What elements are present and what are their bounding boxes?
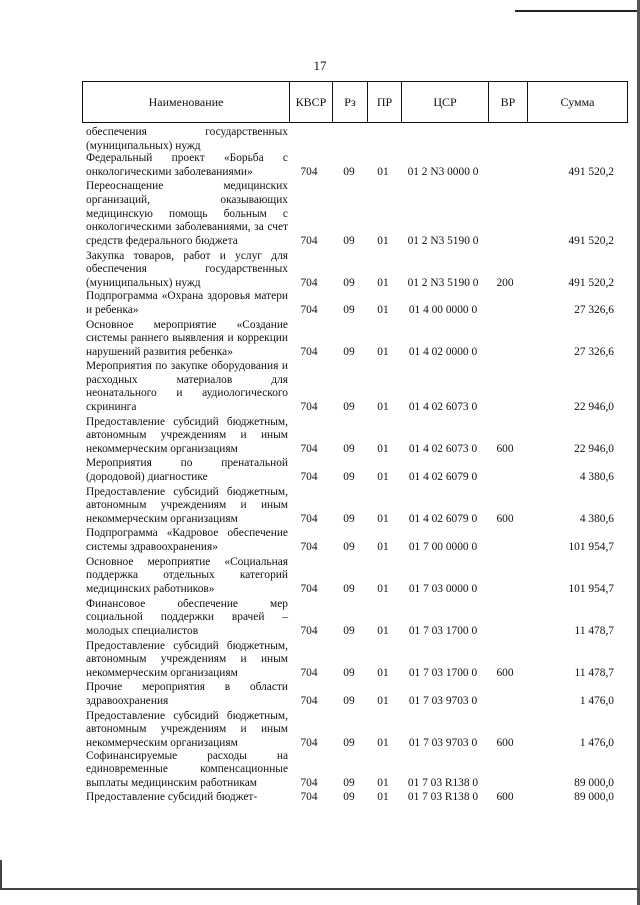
row-name: Подпрограмма «Кадровое обеспечение системы здравоохранения» <box>86 527 288 554</box>
row-kvsr: 704 <box>300 277 318 290</box>
row-kvsr: 704 <box>300 401 318 414</box>
row-sum: 27 326,6 <box>574 304 614 317</box>
row-vr: 600 <box>496 667 514 680</box>
row-name: Финансовое обеспечение мер социальной поддержки врачей – молодых специалистов <box>86 597 288 638</box>
row-sum: 11 478,7 <box>574 667 614 680</box>
row-sum: 491 520,2 <box>568 166 614 179</box>
row-sum: 4 380,6 <box>579 471 614 484</box>
table-row <box>0 127 640 154</box>
row-pr: 01 <box>377 304 389 317</box>
table-row <box>0 555 640 597</box>
row-rz: 09 <box>343 513 355 526</box>
row-csr: 01 4 00 0000 0 <box>408 304 478 317</box>
header-sum: Сумма <box>560 95 595 109</box>
row-vr: 600 <box>496 443 514 456</box>
row-rz: 09 <box>343 695 355 708</box>
row-pr: 01 <box>377 695 389 708</box>
row-sum: 89 000,0 <box>574 791 614 804</box>
table-row <box>0 791 640 805</box>
row-sum: 27 326,6 <box>574 346 614 359</box>
row-csr: 01 4 02 6079 0 <box>408 471 478 484</box>
row-csr: 01 7 03 1700 0 <box>408 625 478 638</box>
row-rz: 09 <box>343 667 355 680</box>
row-name: Мероприятия по пренатальной (дородовой) диагностике <box>86 457 288 484</box>
table-row <box>0 681 640 709</box>
row-rz: 09 <box>343 304 355 317</box>
row-rz: 09 <box>343 346 355 359</box>
row-rz: 09 <box>343 401 355 414</box>
table-row <box>0 415 640 457</box>
row-name: Прочие мероприятия в области здравоохранения <box>86 681 288 708</box>
row-kvsr: 704 <box>300 791 318 804</box>
row-pr: 01 <box>377 777 389 790</box>
row-name: Федеральный проект «Борьба с онкологическими заболеваниями» <box>86 152 288 179</box>
row-pr: 01 <box>377 166 389 179</box>
row-csr: 01 4 02 6073 0 <box>408 401 478 414</box>
row-pr: 01 <box>377 625 389 638</box>
row-kvsr: 704 <box>300 166 318 179</box>
row-rz: 09 <box>343 625 355 638</box>
row-sum: 491 520,2 <box>568 235 614 248</box>
table-row <box>0 709 640 751</box>
row-rz: 09 <box>343 277 355 290</box>
row-name: Основное мероприятие «Социальная поддержка отдельных категорий медицинских работников» <box>86 555 288 596</box>
row-name: Закупка товаров, работ и услуг для обеспечения государственных (муниципальных) нужд <box>86 249 288 290</box>
row-name: Предоставление субсидий бюджетным, автономным учреждениям и иным некоммерческим организациям <box>86 415 288 456</box>
row-name: Предоставление субсидий бюджет- <box>86 791 258 804</box>
row-name: Мероприятия по закупке оборудования и расходных материалов для неонатального и аудиологического скрининга <box>86 359 288 414</box>
row-sum: 4 380,6 <box>579 513 614 526</box>
row-csr: 01 4 02 6079 0 <box>408 513 478 526</box>
header-kvsr: КВСР <box>295 95 327 109</box>
row-kvsr: 704 <box>300 304 318 317</box>
row-rz: 09 <box>343 471 355 484</box>
row-kvsr: 704 <box>300 541 318 554</box>
row-sum: 89 000,0 <box>574 777 614 790</box>
table-row <box>0 291 640 318</box>
row-kvsr: 704 <box>300 235 318 248</box>
row-kvsr: 704 <box>300 471 318 484</box>
row-rz: 09 <box>343 166 355 179</box>
row-vr: 600 <box>496 513 514 526</box>
table-row <box>0 751 640 791</box>
row-name: обеспечения государственных (муниципальных) нужд <box>86 126 288 153</box>
row-csr: 01 2 N3 0000 0 <box>407 166 479 179</box>
row-vr: 200 <box>496 277 514 290</box>
row-name: Предоставление субсидий бюджетным, автономным учреждениям и иным некоммерческим организациям <box>86 639 288 680</box>
row-rz: 09 <box>343 791 355 804</box>
row-sum: 1 476,0 <box>579 695 614 708</box>
row-pr: 01 <box>377 443 389 456</box>
row-csr: 01 7 03 0000 0 <box>408 583 478 596</box>
row-kvsr: 704 <box>300 737 318 750</box>
row-pr: 01 <box>377 541 389 554</box>
row-pr: 01 <box>377 737 389 750</box>
row-csr: 01 7 00 0000 0 <box>408 541 478 554</box>
table-row <box>0 249 640 291</box>
table-row <box>0 360 640 415</box>
row-name: Подпрограмма «Охрана здоровья матери и ребенка» <box>86 290 288 317</box>
row-kvsr: 704 <box>300 625 318 638</box>
row-rz: 09 <box>343 737 355 750</box>
table-row <box>0 318 640 360</box>
row-vr: 600 <box>496 737 514 750</box>
header-name: Наименование <box>148 95 224 109</box>
row-sum: 1 476,0 <box>579 737 614 750</box>
row-sum: 22 946,0 <box>574 443 614 456</box>
row-rz: 09 <box>343 235 355 248</box>
row-sum: 491 520,2 <box>568 277 614 290</box>
row-pr: 01 <box>377 471 389 484</box>
row-rz: 09 <box>343 777 355 790</box>
header-csr: ЦСР <box>433 95 457 109</box>
row-csr: 01 7 03 9703 0 <box>408 695 478 708</box>
row-csr: 01 7 03 1700 0 <box>408 667 478 680</box>
row-vr: 600 <box>496 791 514 804</box>
row-kvsr: 704 <box>300 443 318 456</box>
row-kvsr: 704 <box>300 346 318 359</box>
row-pr: 01 <box>377 235 389 248</box>
row-kvsr: 704 <box>300 513 318 526</box>
row-pr: 01 <box>377 346 389 359</box>
row-sum: 101 954,7 <box>568 583 614 596</box>
row-rz: 09 <box>343 443 355 456</box>
row-rz: 09 <box>343 541 355 554</box>
row-csr: 01 2 N3 5190 0 <box>407 277 479 290</box>
row-pr: 01 <box>377 277 389 290</box>
row-sum: 22 946,0 <box>574 401 614 414</box>
row-sum: 11 478,7 <box>574 625 614 638</box>
table-row <box>0 457 640 485</box>
row-csr: 01 7 03 R138 0 <box>407 791 479 804</box>
row-csr: 01 4 02 0000 0 <box>408 346 478 359</box>
row-pr: 01 <box>377 401 389 414</box>
row-kvsr: 704 <box>300 667 318 680</box>
row-csr: 01 7 03 9703 0 <box>408 737 478 750</box>
page-number: 17 <box>313 58 327 73</box>
row-pr: 01 <box>377 791 389 804</box>
row-kvsr: 704 <box>300 583 318 596</box>
row-kvsr: 704 <box>300 695 318 708</box>
header-vr: ВР <box>500 95 516 109</box>
table-row <box>0 152 640 180</box>
table-row <box>0 597 640 639</box>
row-pr: 01 <box>377 583 389 596</box>
row-pr: 01 <box>377 667 389 680</box>
table-row <box>0 180 640 249</box>
row-name: Предоставление субсидий бюджетным, автономным учреждениям и иным некоммерческим организациям <box>86 485 288 526</box>
row-kvsr: 704 <box>300 777 318 790</box>
row-csr: 01 4 02 6073 0 <box>408 443 478 456</box>
row-name: Переоснащение медицинских организаций, оказывающих медицинскую помощь больным с онкологическими заболеваниями, за счет средств федерального бюджета <box>86 180 288 248</box>
row-name: Основное мероприятие «Создание системы раннего выявления и коррекции нарушений развития ребенка» <box>86 318 288 359</box>
table-row <box>0 639 640 681</box>
table-row <box>0 527 640 555</box>
row-csr: 01 7 03 R138 0 <box>407 777 479 790</box>
row-pr: 01 <box>377 513 389 526</box>
row-csr: 01 2 N3 5190 0 <box>407 235 479 248</box>
row-rz: 09 <box>343 583 355 596</box>
header-pr: ПР <box>376 95 393 109</box>
row-name: Софинансируемые расходы на единовременные компенсационные выплаты медицинским работникам <box>86 749 288 790</box>
row-name: Предоставление субсидий бюджетным, автономным учреждениям и иным некоммерческим организациям <box>86 709 288 750</box>
row-sum: 101 954,7 <box>568 541 614 554</box>
header-rz: Рз <box>344 95 356 109</box>
table-row <box>0 485 640 527</box>
